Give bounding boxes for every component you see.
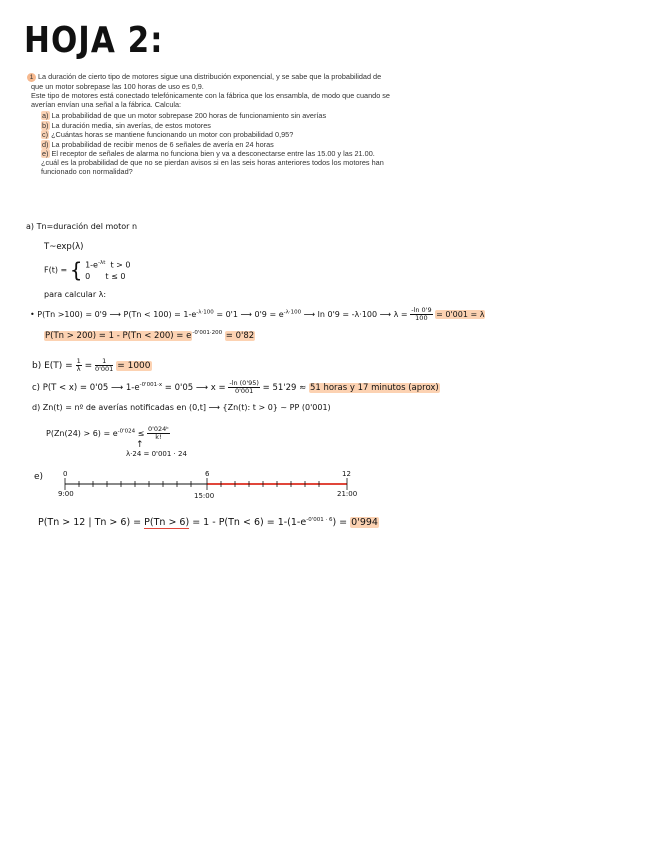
solution-d-definition: d) Zn(t) = nº de averías notificadas en (0,t] ⟶ {Zn(t): t > 0} ~ PP (0'001): [32, 403, 331, 412]
solution-a-cdf: F(t) = { $1-e^{-\lambda t}$ t > 0 0 t ≤ 0: [44, 258, 131, 282]
problem-intro: 1 La duración de cierto tipo de motores sigue una distribución exponencial, y se sabe que la probabilidad de que un motor sobrepase las 100 horas de uso es 0,9.: [31, 72, 391, 91]
solution-a-result: $P(Tn > 200) = 1 - P(Tn < 200) = e^{-0'001\cdot 200} = 0'82$: [45, 330, 255, 341]
solution-a-lambda-calc: • P(Tn >100) = 0'9 ⟶ $P(Tn < 100) = 1-e^{-\lambda\cdot 100} = 0'1$ ⟶ $0'9 = e^{-\lambda\cdot 100}$ ⟶ ln 0'9 = -λ·100 ⟶ λ = $\frac{-\ln 0'9}{100}$ = 0'001 = λ: [30, 306, 485, 322]
problem-number-badge: 1: [27, 73, 36, 82]
solution-d-lambda-note: λ·24 = 0'001 · 24: [126, 450, 187, 458]
problem-statement: [31, 72, 391, 177]
solution-a-lambda-note: para calcular λ:: [44, 290, 107, 299]
problem-items: [41, 111, 391, 176]
timeline-bottom-label-mid: 15:00: [194, 492, 215, 500]
problem-item-b: b) La duración media, sin averías, de estos motores: [42, 120, 211, 130]
solution-a-heading: a) Tn=duración del motor n: [26, 222, 138, 231]
problem-context: Este tipo de motores está conectado telefónicamente con la fábrica que los ensambla, de modo que cuando se averían envían una señal a la fábrica. Calcula:: [31, 91, 390, 109]
timeline-bottom-label-start: 9:00: [58, 490, 74, 498]
solution-b: b) E(T) = $\frac{1}{\lambda}$ = $\frac{1}{0'001}$ = 1000: [32, 357, 151, 373]
problem-item-c: c) ¿Cuántas horas se mantiene funcionando un motor con probabilidad 0,95?: [42, 130, 294, 139]
page-title: HOJA 2:: [24, 20, 164, 62]
timeline-top-label-12: 12: [342, 470, 351, 478]
solution-d-probability: $P(Zn(24) > 6) = e^{-0'024}$ ≤ $\frac{\text{0'024ᵏ}}{k!}$: [46, 425, 170, 441]
problem-item-d: d) La probabilidad de recibir menos de 6 señales de avería en 24 horas: [42, 139, 274, 149]
arrow-up-icon: ↑: [136, 440, 144, 450]
timeline-bottom-label-end: 21:00: [337, 490, 358, 498]
timeline-top-label-0: 0: [63, 470, 68, 478]
solution-e-heading: e): [34, 472, 44, 482]
solution-a-lambda-result: = 0'001 = λ: [436, 310, 485, 319]
timeline-top-label-6: 6: [205, 470, 210, 478]
problem-item-a: a) La probabilidad de que un motor sobrepase 200 horas de funcionamiento sin averías: [42, 111, 327, 120]
solution-e-result: P(Tn > 12 | $Tn > 6) = P(Tn > 6) = 1 - P(Tn < 6) = 1-(1-e^{-0'001 \cdot 6}) = 0'994$: [38, 517, 378, 529]
solution-a-distribution: T~exp(λ): [44, 242, 84, 252]
problem-item-e: e) El receptor de señales de alarma no funciona bien y va a desconectarse entre las 15.00 y las 21.00. ¿cuál es la probabilidad de que no se pierdan avisos si en las seis horas anteriores todos los motores han funcionado con normalidad?: [41, 149, 384, 176]
solution-c: c) P(T < x) = 0'05 ⟶ $1-e^{-0'001\cdot x} = 0'05$ ⟶ x = $\frac{-\ln (0'95)}{0'001}$ = 51'29 ≈ 51 horas y 17 minutos (aprox): [32, 379, 439, 395]
